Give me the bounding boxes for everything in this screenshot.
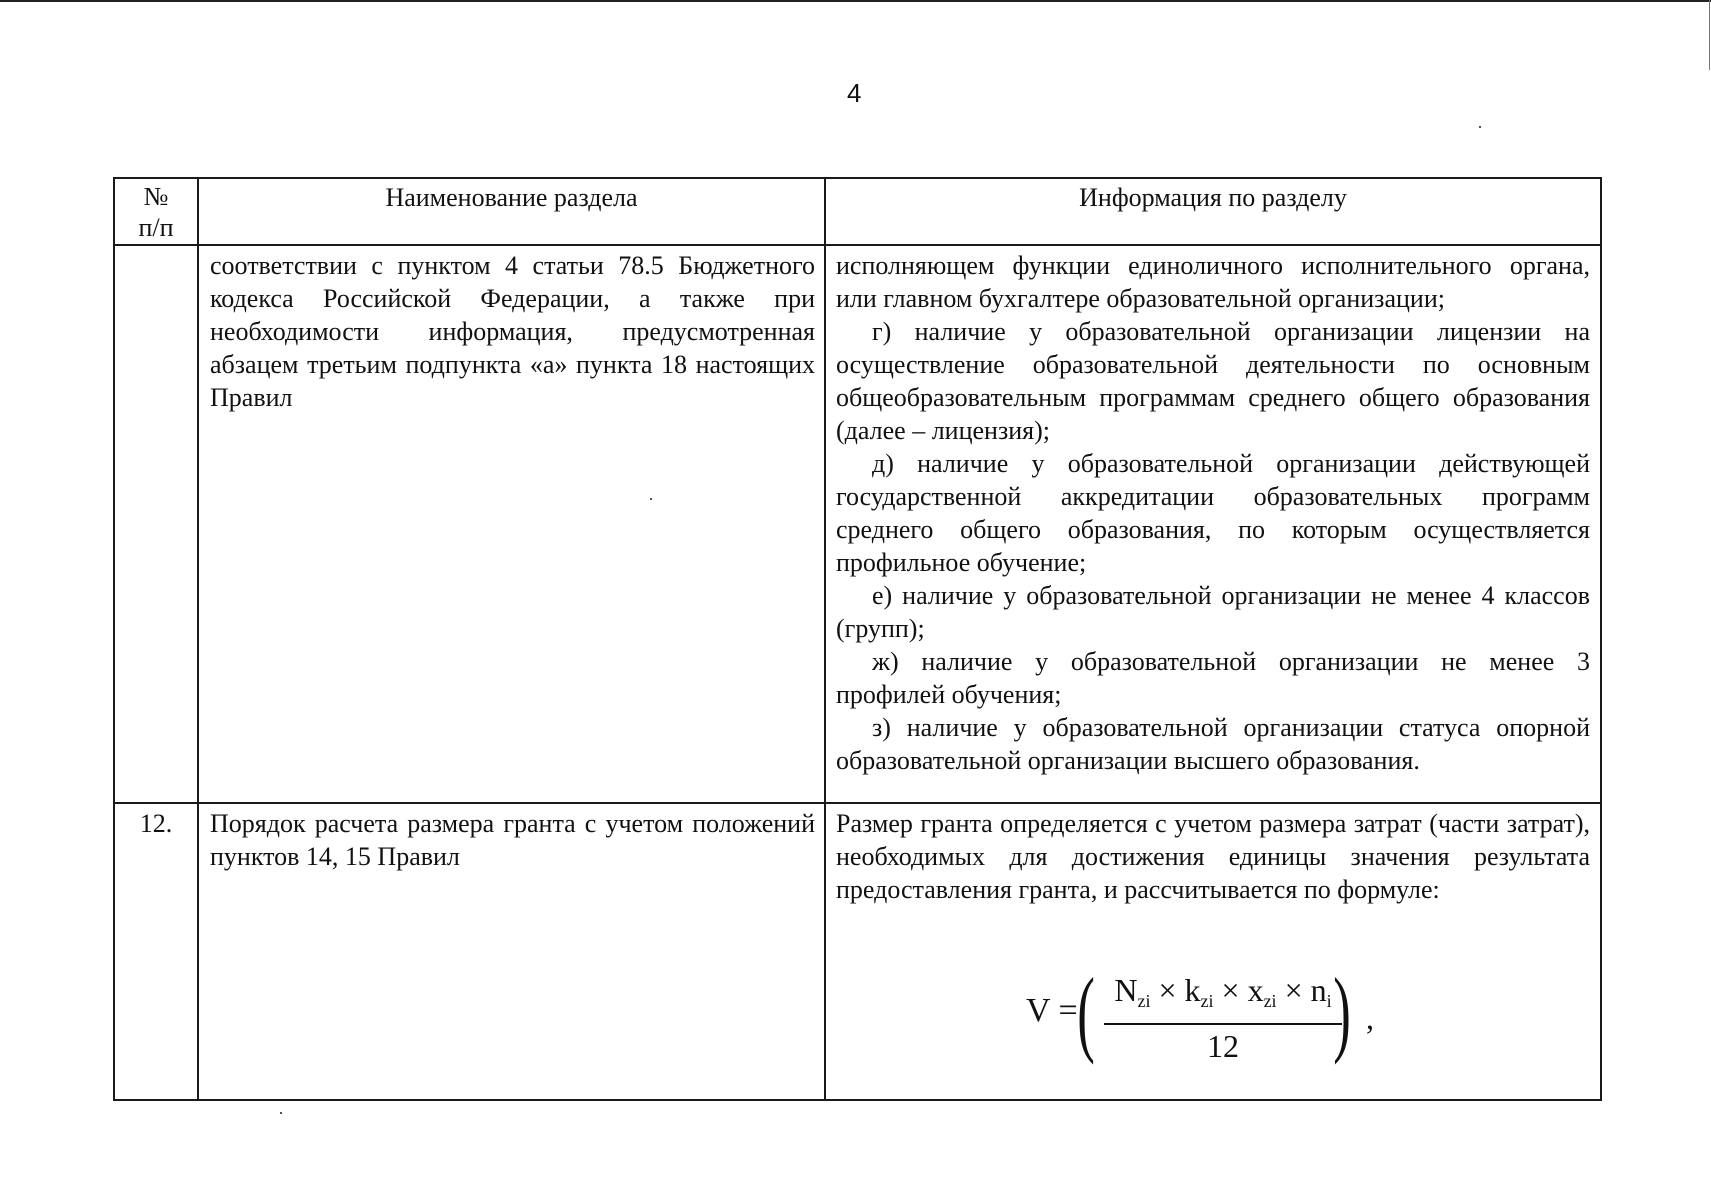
row-number: 12. bbox=[114, 803, 198, 1100]
info-paragraph: г) наличие у образовательной организации лицензии на осуществление образовательной деятельности по основным общеобразовательным программам среднего общего образования (далее – лицензия); bbox=[836, 317, 1590, 445]
scan-speck bbox=[280, 1112, 282, 1114]
scan-speck bbox=[650, 498, 652, 500]
formula-close-paren: ) bbox=[1333, 958, 1351, 1065]
section-name-cell bbox=[198, 803, 825, 1100]
times-op: × bbox=[1150, 972, 1185, 1008]
section-info-cell bbox=[825, 245, 1601, 803]
formula-fraction bbox=[1104, 970, 1342, 1067]
section-name-text: соответствии с пунктом 4 статьи 78.5 Бюджетного кодекса Российской Федерации, а также при необходимости информация, предусмотренная абзацем третьим подпункта «а» пункта 18 настоящих Правил bbox=[210, 251, 815, 412]
row-number bbox=[114, 245, 198, 803]
times-op: × bbox=[1213, 972, 1248, 1008]
grant-formula bbox=[1026, 958, 1590, 1065]
page-number: 4 bbox=[847, 78, 862, 108]
page-top-border bbox=[0, 0, 1711, 2]
term-n-i-sub: i bbox=[1326, 991, 1332, 1011]
section-name-text: Порядок расчета размера гранта с учетом положений пунктов 14, 15 Правил bbox=[210, 809, 815, 871]
table-row bbox=[114, 245, 1601, 803]
term-n-i: n bbox=[1310, 972, 1327, 1008]
formula-numerator bbox=[1104, 970, 1342, 1025]
sections-table bbox=[113, 177, 1602, 1101]
table-header-row bbox=[114, 178, 1601, 245]
header-num-line1: № bbox=[143, 182, 169, 211]
term-k: k bbox=[1184, 972, 1201, 1008]
section-name-cell bbox=[198, 245, 825, 803]
scan-speck bbox=[1479, 126, 1481, 128]
table-row bbox=[114, 803, 1601, 1100]
times-op: × bbox=[1276, 972, 1311, 1008]
term-n-sub: zi bbox=[1137, 991, 1151, 1011]
info-paragraph: Размер гранта определяется с учетом размера затрат (части затрат), необходимых для достижения единицы значения результата предоставления гранта, и рассчитывается по формуле: bbox=[836, 809, 1590, 904]
term-k-sub: zi bbox=[1200, 991, 1214, 1011]
page-right-edge bbox=[1709, 0, 1710, 70]
formula-lhs: V = bbox=[1026, 992, 1078, 1029]
header-num bbox=[114, 178, 198, 245]
formula-denominator: 12 bbox=[1207, 1028, 1239, 1064]
formula-trailing-comma: , bbox=[1366, 1000, 1374, 1036]
info-paragraph: д) наличие у образовательной организации действующей государственной аккредитации образовательных программ среднего общего образования, по которым осуществляется профильное обучение; bbox=[836, 449, 1590, 577]
info-paragraph: ж) наличие у образовательной организации не менее 3 профилей обучения; bbox=[836, 647, 1590, 709]
formula-open-paren: ( bbox=[1077, 958, 1095, 1065]
info-paragraph: исполняющем функции единоличного исполнительного органа, или главном бухгалтере образовательной организации; bbox=[836, 251, 1590, 313]
header-info: Информация по разделу bbox=[825, 178, 1601, 245]
info-paragraph: е) наличие у образовательной организации не менее 4 классов (групп); bbox=[836, 581, 1590, 643]
info-paragraph: з) наличие у образовательной организации статуса опорной образовательной организации высшего образования. bbox=[836, 713, 1590, 775]
term-x: x bbox=[1247, 972, 1264, 1008]
header-num-line2: п/п bbox=[138, 213, 174, 242]
header-name: Наименование раздела bbox=[198, 178, 825, 245]
section-info-cell bbox=[825, 803, 1601, 1100]
term-n: N bbox=[1114, 972, 1138, 1008]
term-x-sub: zi bbox=[1263, 991, 1277, 1011]
